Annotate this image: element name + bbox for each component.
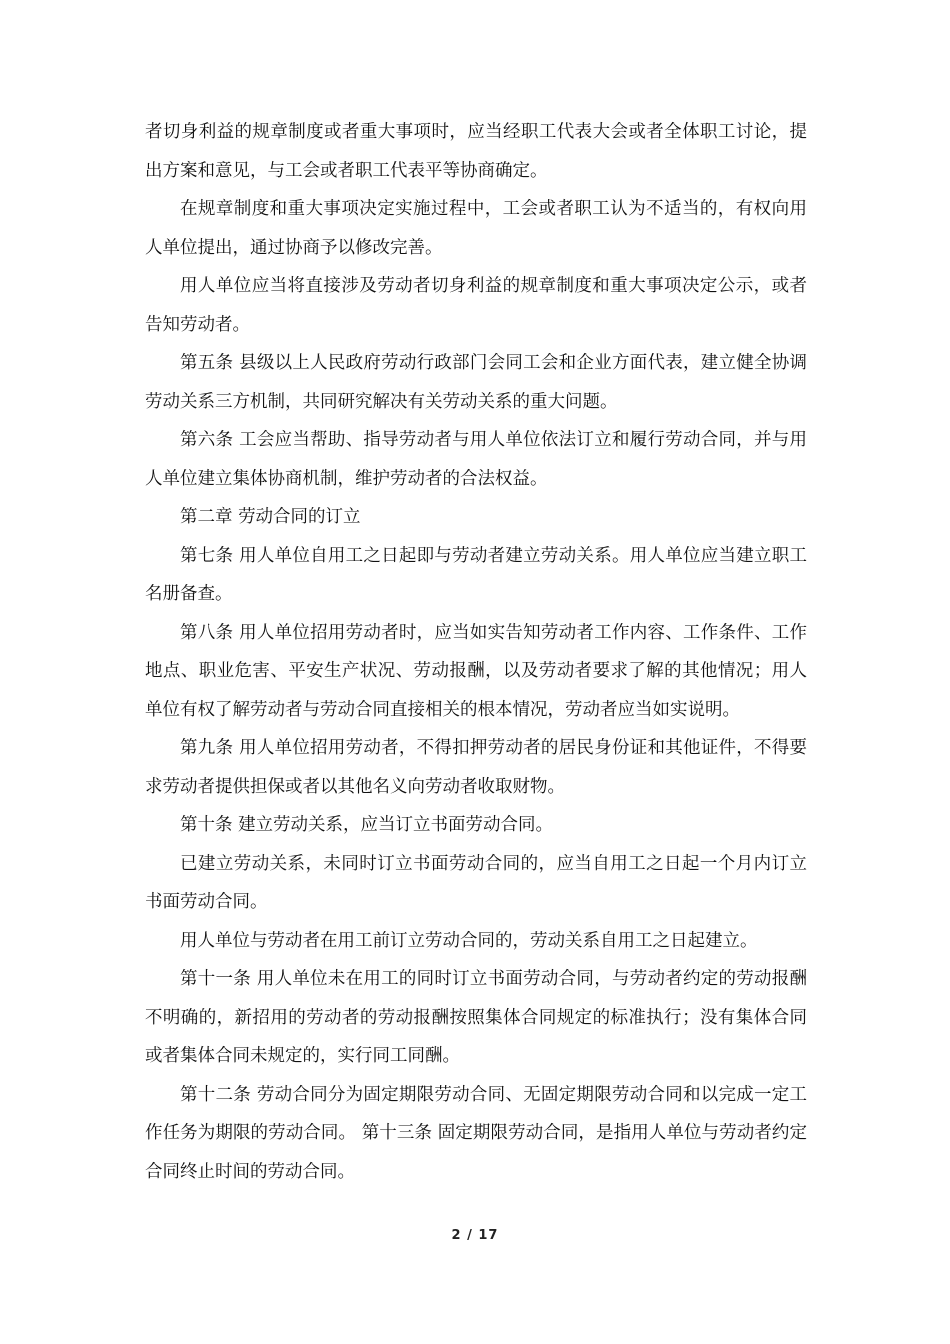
article-5: 第五条 县级以上人民政府劳动行政部门会同工会和企业方面代表，建立健全协调劳动关系三方机制，共同研究解决有关劳动关系的重大问题。 (145, 353, 807, 412)
article-8: 第八条 用人单位招用劳动者时，应当如实告知劳动者工作内容、工作条件、工作地点、职业危害、平安生产状况、劳动报酬，以及劳动者要求了解的其他情况；用人单位有权了解劳动者与劳动合同直接相关的根本情况，劳动者应当如实说明。 (145, 622, 807, 720)
paragraph-continued: 者切身利益的规章制度或者重大事项时，应当经职工代表大会或者全体职工讨论，提出方案和意见，与工会或者职工代表平等协商确定。 (145, 122, 807, 181)
document-body (145, 113, 807, 1191)
total-pages: 17 (478, 1228, 499, 1243)
article-10: 第十条 建立劳动关系，应当订立书面劳动合同。 (180, 815, 554, 835)
page-number (0, 1228, 950, 1243)
paragraph: 已建立劳动关系，未同时订立书面劳动合同的，应当自用工之日起一个月内订立书面劳动合同。 (145, 853, 807, 912)
article-12-13: 第十二条 劳动合同分为固定期限劳动合同、无固定期限劳动合同和以完成一定工作任务为期限的劳动合同。 第十三条 固定期限劳动合同，是指用人单位与劳动者约定合同终止时间的劳动合同。 (145, 1084, 807, 1182)
article-7: 第七条 用人单位自用工之日起即与劳动者建立劳动关系。用人单位应当建立职工名册备查。 (145, 545, 807, 604)
current-page: 2 (451, 1228, 462, 1243)
paragraph: 用人单位应当将直接涉及劳动者切身利益的规章制度和重大事项决定公示，或者告知劳动者。 (145, 276, 807, 335)
article-6: 第六条 工会应当帮助、指导劳动者与用人单位依法订立和履行劳动合同，并与用人单位建立集体协商机制，维护劳动者的合法权益。 (145, 430, 807, 489)
article-11: 第十一条 用人单位未在用工的同时订立书面劳动合同，与劳动者约定的劳动报酬不明确的，新招用的劳动者的劳动报酬按照集体合同规定的标准执行；没有集体合同或者集体合同未规定的，实行同工同酬。 (145, 969, 807, 1066)
page-separator: / (467, 1228, 473, 1243)
paragraph: 用人单位与劳动者在用工前订立劳动合同的，劳动关系自用工之日起建立。 (180, 930, 758, 951)
paragraph: 在规章制度和重大事项决定实施过程中，工会或者职工认为不适当的，有权向用人单位提出，通过协商予以修改完善。 (145, 199, 807, 258)
chapter-heading: 第二章 劳动合同的订立 (180, 507, 361, 527)
article-9: 第九条 用人单位招用劳动者，不得扣押劳动者的居民身份证和其他证件，不得要求劳动者提供担保或者以其他名义向劳动者收取财物。 (145, 738, 807, 797)
